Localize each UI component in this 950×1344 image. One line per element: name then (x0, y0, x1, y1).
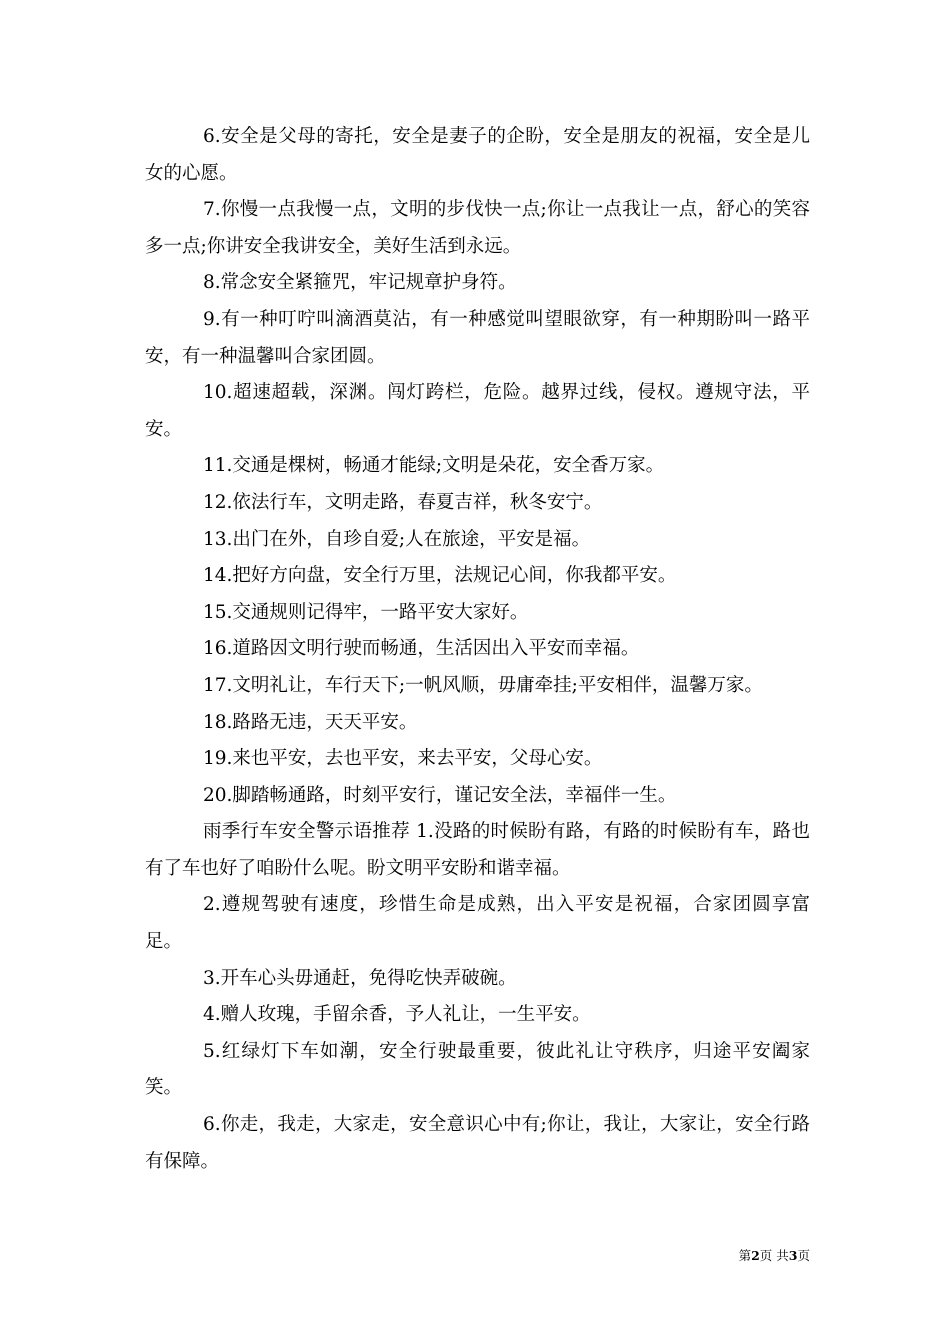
paragraph: 12.依法行车，文明走路，春夏吉祥，秋冬安宁。 (203, 491, 603, 513)
current-page-number: 2 (751, 1248, 760, 1263)
footer-middle: 页 共 (759, 1248, 789, 1263)
paragraph: 11.交通是棵树，畅通才能绿;文明是朵花，安全香万家。 (203, 455, 665, 477)
paragraph: 9.有一种叮咛叫滴酒莫沾，有一种感觉叫望眼欲穿，有一种期盼叫一路平安，有一种温馨叫合家团圆。 (145, 308, 810, 367)
page-footer (690, 1248, 810, 1264)
paragraph: 5.红绿灯下车如潮，安全行驶最重要，彼此礼让守秩序，归途平安阖家笑。 (145, 1040, 810, 1099)
footer-suffix: 页 (797, 1248, 810, 1263)
paragraph: 8.常念安全紧箍咒，牢记规章护身符。 (203, 272, 517, 294)
paragraph: 6.安全是父母的寄托，安全是妻子的企盼，安全是朋友的祝福，安全是儿女的心愿。 (145, 126, 810, 184)
paragraph: 15.交通规则记得牢，一路平安大家好。 (203, 601, 529, 623)
paragraph: 10.超速超载，深渊。闯灯跨栏，危险。越界过线，侵权。遵规守法，平安。 (145, 382, 810, 440)
paragraph: 18.路路无违，天天平安。 (203, 711, 418, 733)
total-pages-number: 3 (788, 1248, 798, 1263)
paragraph: 4.赠人玫瑰，手留余香，予人礼让，一生平安。 (203, 1004, 591, 1026)
paragraph: 雨季行车安全警示语推荐 1.没路的时候盼有路，有路的时候盼有车，路也有了车也好了咱盼什么呢。盼文明平安盼和谐幸福。 (145, 821, 810, 879)
paragraph: 6.你走，我走，大家走，安全意识心中有;你让，我让，大家让，安全行路有保障。 (145, 1114, 810, 1172)
paragraph: 16.道路因文明行驶而畅通，生活因出入平安而幸福。 (203, 638, 640, 660)
paragraph: 2.遵规驾驶有速度，珍惜生命是成熟，出入平安是祝福，合家团圆享富足。 (145, 894, 810, 953)
footer-prefix: 第 (738, 1248, 752, 1263)
paragraph: 13.出门在外，自珍自爱;人在旅途，平安是福。 (203, 528, 591, 550)
paragraph: 14.把好方向盘，安全行万里，法规记心间，你我都平安。 (203, 565, 677, 587)
paragraph: 3.开车心头毋通赶，免得吃快弄破碗。 (203, 967, 517, 989)
document-body (145, 119, 810, 1180)
paragraph: 20.脚踏畅通路，时刻平安行，谨记安全法，幸福伴一生。 (203, 784, 677, 806)
paragraph: 7.你慢一点我慢一点，文明的步伐快一点;你让一点我让一点，舒心的笑容多一点;你讲安全我讲安全，美好生活到永远。 (145, 199, 810, 257)
paragraph: 19.来也平安，去也平安，来去平安，父母心安。 (203, 748, 603, 770)
paragraph: 17.文明礼让，车行天下;一帆风顺，毋庸牵挂;平安相伴，温馨万家。 (203, 674, 763, 696)
